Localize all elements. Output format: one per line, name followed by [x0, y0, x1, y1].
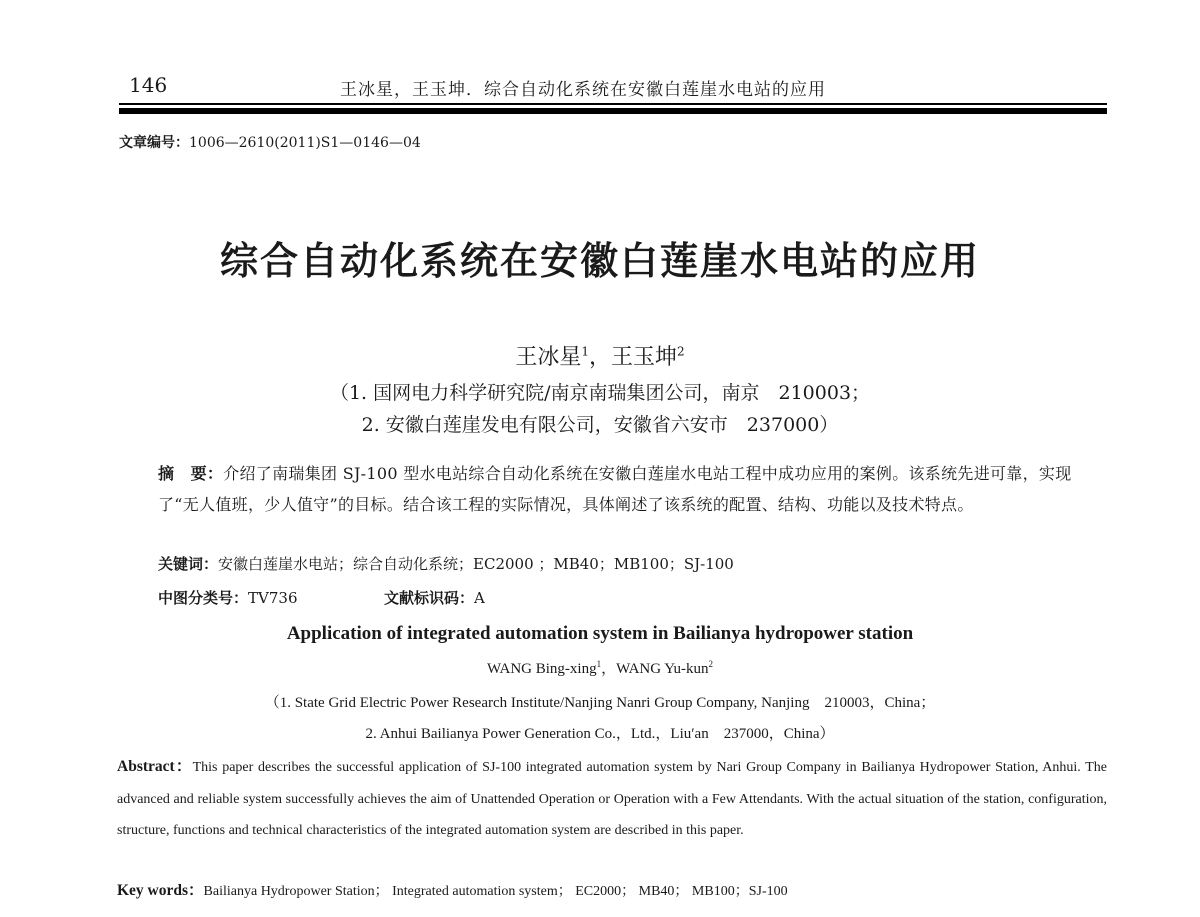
keywords-cn-text: 安徽白莲崖水电站；综合自动化系统；EC2000 ；MB40；MB100；SJ-100 — [218, 555, 734, 573]
keywords-en-label: Key words： — [117, 882, 204, 899]
author-separator-cn: ， — [588, 345, 611, 370]
document-code-label: 文献标识码： — [384, 589, 475, 607]
author-1-en: WANG Bing-xing — [487, 661, 597, 677]
article-number-label: 文章编号： — [119, 135, 189, 151]
author-1-en-affil: 1 — [596, 659, 602, 669]
author-2-cn-affil: 2 — [677, 344, 685, 359]
author-2-en-affil: 2 — [708, 659, 713, 669]
clc-value: TV736 — [248, 589, 298, 607]
keywords-cn-label: 关键词： — [158, 555, 219, 573]
author-1-cn-affil: 1 — [581, 344, 589, 359]
abstract-cn — [158, 458, 1073, 520]
affiliation-cn-1: （1. 国网电力科学研究院/南京南瑞集团公司，南京 210003； — [329, 382, 871, 404]
abstract-en-text: This paper describes the successful application of SJ-100 integrated automation system by Nari Group Company in Bailianya Hydropower Station, Anhui. The advanced and reliable system successfully achieves the aim of Unattended Operation or Operation with a Few Attendants. With the actual situation of the station, configuration, structure, functions and technical characteristics of the integrated automation system are described in this paper. — [117, 760, 1107, 838]
abstract-cn-text: 介绍了南瑞集团 SJ-100 型水电站综合自动化系统在安徽白莲崖水电站工程中成功应用的案例。该系统先进可靠，实现了“无人值班，少人值守”的目标。结合该工程的实际情况，具体阐述了该系统的配置、结构、功能以及技术特点。 — [158, 464, 1072, 514]
article-number — [119, 132, 421, 152]
header-rule-thick — [119, 108, 1107, 114]
running-header — [0, 0, 1200, 130]
author-2-en: WANG Yu-kun — [616, 661, 709, 677]
affiliation-en-2: 2. Anhui Bailianya Power Generation Co.，Ltd.，Liu′an 237000，China） — [365, 726, 835, 742]
authors-cn — [0, 340, 1200, 371]
affiliation-cn-2: 2. 安徽白莲崖发电有限公司，安徽省六安市 237000） — [361, 414, 839, 436]
paper-title-en: Application of integrated automation system in Bailianya hydropower station — [286, 623, 914, 644]
header-rule-thin — [119, 103, 1107, 105]
page-number: 146 — [129, 73, 168, 97]
author-2-cn: 王玉坤 — [611, 345, 678, 370]
authors-en — [0, 657, 1200, 678]
author-1-cn: 王冰星 — [515, 345, 582, 370]
affiliation-en-1: （1. State Grid Electric Power Research Institute/Nanjing Nanri Group Company, Nanjing 210003，China； — [264, 695, 936, 711]
running-title: 王冰星，王玉坤．综合自动化系统在安徽白莲崖水电站的应用 — [340, 80, 826, 100]
document-code — [384, 587, 485, 608]
author-separator-en: ， — [601, 661, 617, 677]
keywords-en-text: Bailianya Hydropower Station； Integrated automation system； EC2000； MB40； MB100；SJ-100 — [203, 884, 788, 899]
keywords-en — [117, 878, 1107, 900]
clc-number — [158, 587, 297, 608]
paper-title-cn: 综合自动化系统在安徽白莲崖水电站的应用 — [219, 239, 980, 283]
document-code-value: A — [474, 589, 485, 607]
keywords-cn — [158, 553, 1073, 574]
article-number-value: 1006—2610(2011)S1—0146—04 — [189, 135, 421, 151]
clc-label: 中图分类号： — [158, 589, 249, 607]
abstract-cn-label: 摘 要： — [158, 464, 224, 483]
abstract-en-label: Abstract： — [117, 758, 193, 775]
abstract-en — [117, 751, 1107, 847]
